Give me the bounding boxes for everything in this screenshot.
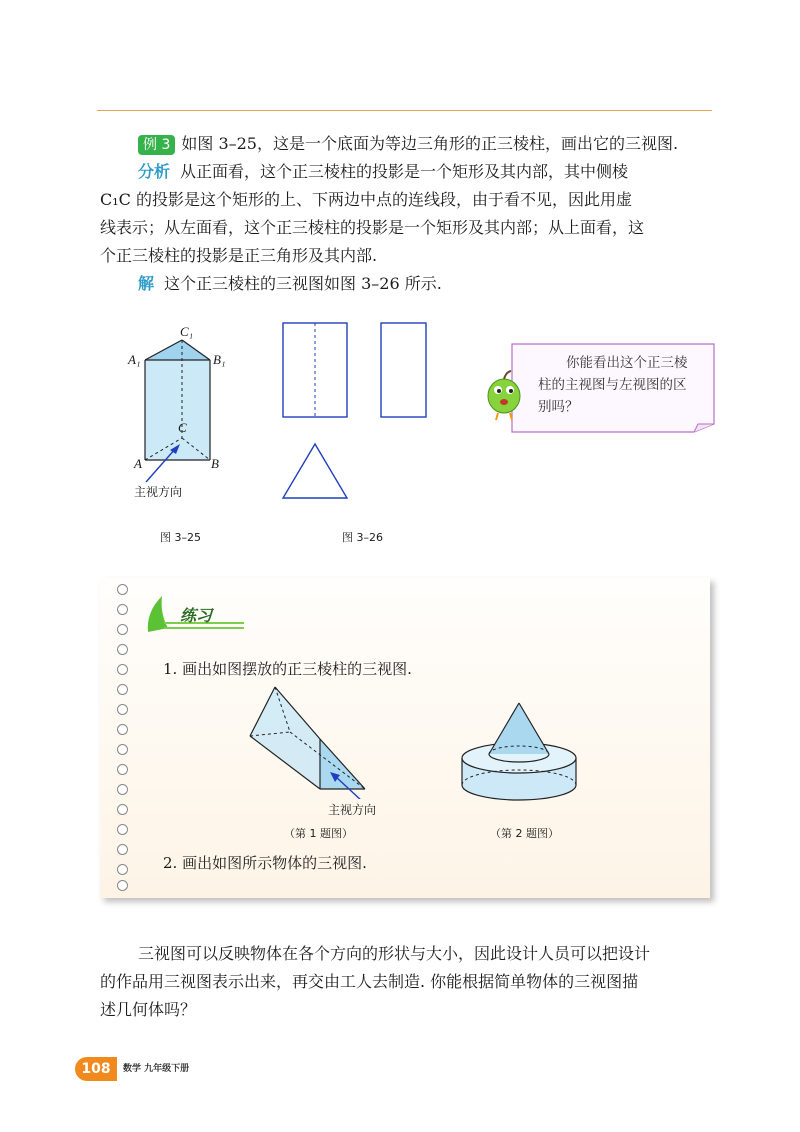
- solution-line: [138, 270, 442, 298]
- figure-326-caption: 图 3–26: [342, 531, 383, 544]
- analysis-text-4: 个正三棱柱的投影是正三角形及其内部.: [100, 246, 378, 265]
- exercise-direction-label: 主视方向: [328, 803, 377, 817]
- example-line: [138, 130, 678, 158]
- ring: [117, 644, 128, 655]
- note-line-2: 柱的主视图与左视图的区: [538, 377, 687, 393]
- ring: [117, 724, 128, 735]
- page-number: 108: [75, 1057, 117, 1081]
- header-rule: [97, 110, 712, 111]
- example-badge: 例 3: [138, 135, 175, 155]
- ring: [117, 880, 128, 891]
- book-title: 数学 九年级下册: [123, 1064, 190, 1074]
- direction-label: 主视方向: [134, 485, 183, 499]
- analysis-text-2: C₁C 的投影是这个矩形的上、下两边中点的连线段，由于看不见，因此用虚: [100, 190, 632, 209]
- ring: [117, 704, 128, 715]
- label-b: B: [211, 456, 219, 471]
- ring: [117, 604, 128, 615]
- analysis-text-3: 线表示；从左面看，这个正三棱柱的投影是一个矩形及其内部；从上面看，这: [100, 218, 645, 237]
- exercise-figure-2: [460, 700, 580, 805]
- ring: [117, 824, 128, 835]
- prism-figure: [120, 320, 240, 500]
- closing-line-1: 三视图可以反映物体在各个方向的形状与大小，因此设计人员可以把设计: [138, 944, 651, 963]
- analysis-keyword: 分析: [138, 162, 171, 181]
- ring: [117, 664, 128, 675]
- label-c: C: [178, 420, 187, 435]
- analysis-text-1: 从正面看，这个正三棱柱的投影是一个矩形及其内部，其中侧棱: [180, 162, 629, 181]
- note-line-1: 你能看出这个正三棱: [566, 355, 688, 371]
- feather-icon: [148, 596, 168, 632]
- ring: [117, 684, 128, 695]
- exercise-title: 练习: [180, 606, 213, 625]
- exercise-item-2: 2. 画出如图所示物体的三视图.: [163, 854, 367, 872]
- note-line-3: 别吗？: [538, 399, 579, 415]
- left-view: [381, 323, 426, 417]
- example-text: 如图 3–25，这是一个底面为等边三角形的正三棱柱，画出它的三视图.: [181, 134, 679, 153]
- label-a1: A₁: [128, 352, 141, 367]
- closing-line-2: 的作品用三视图表示出来，再交由工人去制造. 你能根据简单物体的三视图描: [100, 972, 639, 991]
- ring: [117, 584, 128, 595]
- exercise-item-1: 1. 画出如图摆放的正三棱柱的三视图.: [163, 660, 412, 678]
- exercise-figure-1: [245, 684, 380, 799]
- ring: [117, 764, 128, 775]
- closing-line-3: 述几何体吗？: [100, 1000, 197, 1019]
- label-b1: B₁: [213, 352, 226, 367]
- ring: [117, 804, 128, 815]
- exercise-figure-1-caption: （第 1 题图）: [284, 827, 353, 840]
- figure-325-caption: 图 3–25: [160, 531, 201, 544]
- prism-front-face: [145, 360, 210, 460]
- solution-keyword: 解: [138, 274, 155, 293]
- label-c1: C₁: [180, 324, 194, 339]
- ring: [117, 844, 128, 855]
- ring: [117, 784, 128, 795]
- three-views-figure: [280, 320, 450, 500]
- solution-text: 这个正三棱柱的三视图如图 3–26 所示.: [164, 274, 442, 293]
- ring: [117, 624, 128, 635]
- analysis-line-1: [138, 158, 628, 186]
- exercise-figure-2-caption: （第 2 题图）: [490, 827, 559, 840]
- ring: [117, 744, 128, 755]
- ring: [117, 864, 128, 875]
- top-view: [283, 444, 347, 498]
- label-a: A: [134, 456, 142, 471]
